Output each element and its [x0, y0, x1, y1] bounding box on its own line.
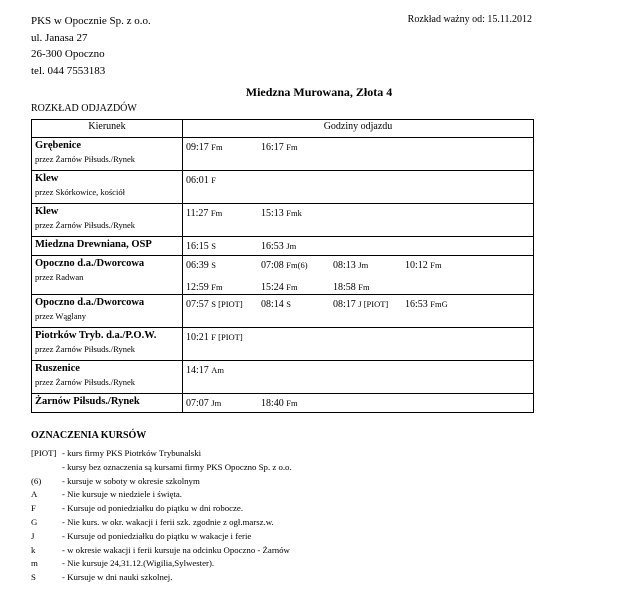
via-route: przez Żarnów Piłsuds./Rynek: [35, 220, 135, 230]
legend-description: - Nie kurs. w okr. wakacji i ferii szk. zgodnie z ogł.marsz.w.: [62, 516, 274, 527]
departure-marks: Fm: [286, 282, 298, 292]
direction-cell: [32, 295, 183, 328]
departure-time: 09:17: [186, 142, 209, 153]
direction-cell: [32, 204, 183, 237]
valid-from: Rozkład ważny od: 15.11.2012: [407, 14, 532, 25]
times-cell: [183, 361, 534, 394]
departure-time: 16:53: [261, 241, 284, 252]
legend-code: J: [31, 530, 35, 541]
times-line: [183, 295, 533, 311]
destination-name: Opoczno d.a./Dworcowa: [35, 297, 145, 308]
times-line: [183, 394, 533, 410]
times-line: [183, 204, 533, 220]
departure-time: 06:39: [186, 260, 209, 271]
via-route: przez Radwan: [35, 272, 84, 282]
departure: [261, 396, 298, 411]
departure-marks: Jm: [358, 260, 369, 270]
departure-time: 07:07: [186, 398, 209, 409]
legend-description: - Nie kursuje 24,31.12.(Wigilia,Sylwester).: [62, 558, 215, 569]
direction-cell: [32, 361, 183, 394]
legend-description: - Kursuje od poniedziałku do piątku w dni robocze.: [62, 503, 244, 514]
departure-marks: S: [211, 260, 217, 270]
table-row: [32, 328, 534, 361]
departure: [186, 140, 223, 155]
departure-time: 16:17: [261, 142, 284, 153]
departure-time: 16:53: [405, 299, 428, 310]
times-cell: [183, 237, 534, 256]
company-street: ul. Janasa 27: [31, 31, 88, 44]
legend-code: k: [31, 544, 36, 555]
table-row: [32, 394, 534, 413]
table-row: [32, 204, 534, 237]
times-line: [183, 361, 533, 377]
legend-description: - Nie kursuje w niedziele i święta.: [62, 489, 182, 500]
departure-time: 08:17: [333, 299, 356, 310]
destination-name: Klew: [35, 173, 59, 184]
direction-cell: [32, 171, 183, 204]
company-name: PKS w Opocznie Sp. z o.o.: [31, 15, 151, 27]
departure-marks: Fm: [210, 208, 223, 218]
direction-cell: [32, 237, 183, 256]
departure-marks: F [PIOT]: [211, 332, 243, 342]
departure: [261, 239, 296, 254]
legend-code: [PIOT]: [31, 448, 57, 458]
times-cell: [183, 256, 534, 295]
departure: [186, 396, 221, 411]
departure-marks: Jm: [211, 398, 222, 408]
col-times-header: Godziny odjazdu: [183, 120, 534, 138]
departure-time: 07:08: [261, 260, 284, 271]
table-row: [32, 361, 534, 394]
departure: [186, 330, 243, 345]
legend-code: (6): [31, 475, 42, 486]
table-row: [32, 171, 534, 204]
legend-description: - Kursuje w dni nauki szkolnej.: [62, 572, 173, 583]
col-direction-header: Kierunek: [32, 120, 183, 138]
destination-name: Żarnów Piłsuds./Rynek: [35, 396, 140, 407]
departure-time: 12:59: [186, 282, 209, 293]
departure-time: 10:21: [186, 332, 209, 343]
table-header-row: [32, 120, 534, 138]
departure-marks: Fm: [286, 142, 298, 152]
departure-time: 15:24: [261, 282, 284, 293]
departure: [261, 140, 298, 155]
destination-name: Opoczno d.a./Dworcowa: [35, 258, 145, 269]
times-line: [183, 237, 533, 253]
table-row: [32, 237, 534, 256]
direction-cell: [32, 328, 183, 361]
times-line: [183, 278, 533, 294]
via-route: przez Żarnów Piłsuds./Rynek: [35, 377, 135, 387]
departure: [261, 297, 291, 312]
departure: [333, 297, 388, 312]
departure-time: 15:13: [261, 208, 284, 219]
times-line: [183, 138, 533, 154]
departure-time: 16:15: [186, 241, 209, 252]
departure-time: 18:40: [261, 398, 284, 409]
departure-marks: Fm: [211, 142, 223, 152]
departure: [261, 206, 302, 221]
legend-title: OZNACZENIA KURSÓW: [31, 430, 147, 441]
departure-time: 08:13: [333, 260, 356, 271]
destination-name: Grębenice: [35, 140, 82, 151]
times-line: [183, 256, 533, 272]
departure: [405, 258, 442, 273]
departure: [186, 206, 222, 221]
company-address: [31, 13, 151, 79]
timetable: [31, 119, 534, 413]
departure: [333, 280, 370, 295]
destination-name: Ruszenice: [35, 363, 80, 374]
legend-code: F: [31, 503, 36, 514]
departure-marks: Fm: [286, 398, 298, 408]
legend-code: G: [31, 516, 38, 527]
destination-name: Klew: [35, 206, 59, 217]
departure-marks: S [PIOT]: [211, 299, 243, 309]
section-title: ROZKŁAD ODJAZDÓW: [31, 103, 137, 114]
departure-marks: Jm: [286, 241, 297, 251]
departure-marks: S: [211, 241, 217, 251]
legend-code: m: [31, 558, 38, 569]
departure-time: 08:14: [261, 299, 284, 310]
departure-marks: S: [286, 299, 292, 309]
departure: [186, 239, 216, 254]
legend-description: - kursuje w soboty w okresie szkolnym: [62, 475, 200, 486]
via-route: przez Wąglany: [35, 311, 87, 321]
legend-code: S: [31, 572, 36, 583]
company-city: 26-300 Opoczno: [31, 48, 105, 60]
direction-cell: [32, 138, 183, 171]
via-route: przez Żarnów Piłsuds./Rynek: [35, 344, 135, 354]
departure-marks: Fm: [211, 282, 223, 292]
departure: [186, 297, 243, 312]
direction-cell: [32, 256, 183, 295]
times-cell: [183, 394, 534, 413]
timetable-body: [32, 138, 534, 413]
table-row: [32, 256, 534, 295]
legend-description: - w okresie wakacji i ferii kursuje na odcinku Opoczno - Żarnów: [62, 544, 290, 555]
departure-marks: F: [211, 175, 217, 185]
via-route: przez Żarnów Piłsuds./Rynek: [35, 154, 135, 164]
departure-time: 10:12: [405, 260, 428, 271]
departure: [405, 297, 448, 312]
times-line: [183, 328, 533, 344]
legend-description: - kurs firmy PKS Piotrków Trybunalski: [62, 448, 202, 458]
legend-code: A: [31, 489, 38, 500]
departure-time: 11:27: [186, 208, 209, 219]
departure: [186, 173, 216, 188]
departure-time: 07:57: [186, 299, 209, 310]
departure-time: 06:01: [186, 175, 209, 186]
legend-description: - kursy bez oznaczenia są kursami firmy PKS Opoczno Sp. z o.o.: [62, 461, 292, 472]
via-route: przez Skórkowice, kościół: [35, 187, 125, 197]
company-phone: tel. 044 7553183: [31, 64, 106, 77]
departure-marks: Fm: [430, 260, 442, 270]
destination-name: Piotrków Tryb. d.a./P.O.W.: [35, 330, 157, 341]
departure: [261, 280, 298, 295]
departure: [186, 258, 216, 273]
departure-time: 14:17: [186, 365, 209, 376]
departure: [186, 280, 223, 295]
page-title: Miedzna Murowana, Złota 4: [245, 85, 393, 99]
departure-marks: Fm: [358, 282, 370, 292]
times-cell: [183, 328, 534, 361]
times-cell: [183, 171, 534, 204]
departure-marks: Fmk: [286, 208, 302, 218]
direction-cell: [32, 394, 183, 413]
departure: [333, 258, 368, 273]
departure-time: 18:58: [333, 282, 356, 293]
table-row: [32, 138, 534, 171]
departure-marks: Fm(6): [286, 260, 308, 270]
times-cell: [183, 204, 534, 237]
times-line: [183, 171, 533, 187]
departure-marks: FmG: [430, 299, 448, 309]
departure-marks: Am: [211, 365, 225, 375]
destination-name: Miedzna Drewniana, OSP: [35, 239, 152, 250]
legend-description: - Kursuje od poniedziałku do piątku w wakacje i ferie: [62, 530, 252, 541]
times-cell: [183, 295, 534, 328]
departure: [261, 258, 308, 273]
times-cell: [183, 138, 534, 171]
departure: [186, 363, 224, 378]
departure-marks: J [PIOT]: [358, 299, 389, 309]
table-row: [32, 295, 534, 328]
